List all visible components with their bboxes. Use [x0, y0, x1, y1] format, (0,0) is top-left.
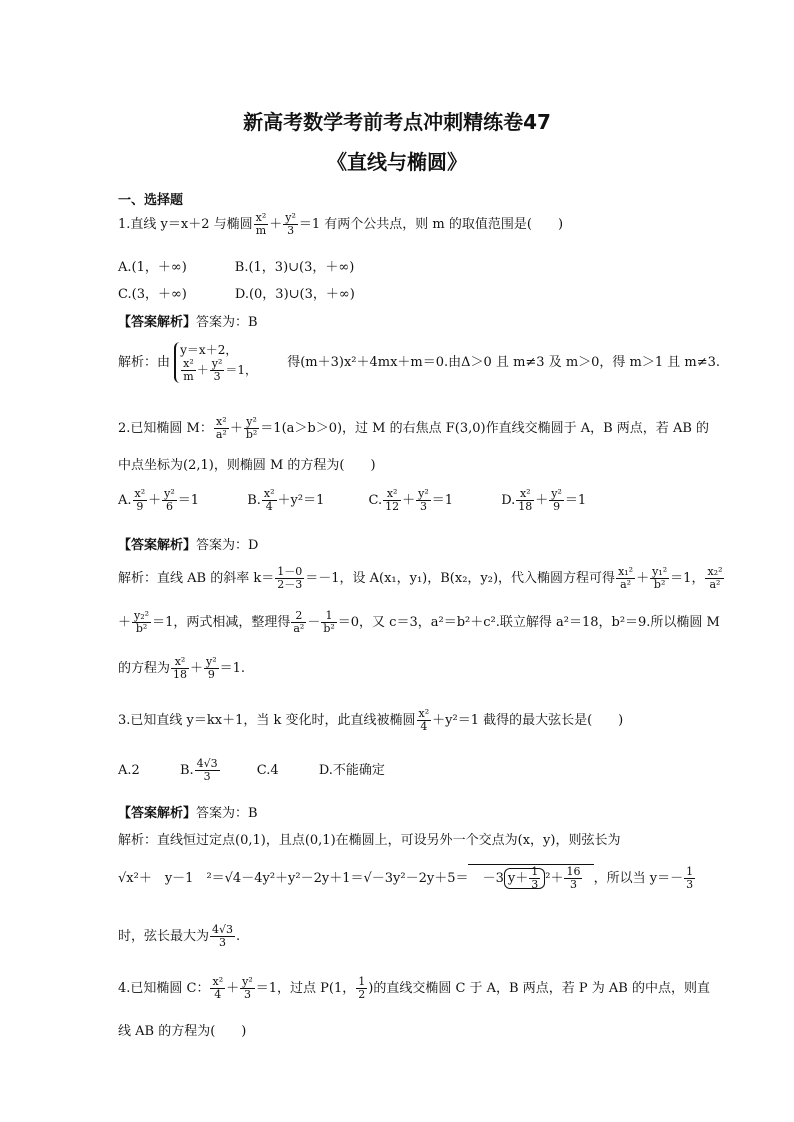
q2-options: [118, 488, 586, 513]
q3-solution-line1: 解析：直线恒过定点(0,1)，且点(0,1)在椭圆上，可设另外一个交点为(x，y)，则弦长为: [118, 833, 621, 848]
q3-options: [118, 758, 385, 783]
q1-option-b: B.(1，3)∪(3，＋∞): [234, 260, 355, 275]
q2-option-a: A. $\frac{\text{x²}}{9}$ ＋ $\frac{\text{y²}}{6}$ ＝1: [118, 487, 200, 514]
answer-label: 【答案解析】: [118, 538, 197, 553]
q1-sol-rest: 得(m＋3)x²＋4mx＋m＝0.由Δ＞0 且 m≠3 及 m＞0，得 m＞1 且 m≠3.: [287, 355, 721, 371]
q3-answer-text: 答案为：B: [196, 806, 258, 821]
q2-solution-line3: 的方程为 $\frac{\text{x²}}{18}$ ＋ $\frac{\text{y²}}{9}$ ＝1.: [118, 655, 246, 682]
q1-options-row2: [118, 287, 403, 303]
q3-option-c: C.4: [256, 763, 279, 779]
answer-label: 【答案解析】: [118, 315, 197, 330]
q2-answer: [118, 538, 258, 554]
section-heading: 一、选择题: [118, 193, 184, 208]
page-subtitle: 《直线与椭圆》: [327, 150, 467, 174]
q2-solution-line1: 解析：直线 AB 的斜率 k＝ $\frac{1-0}{2-3}$ ＝－1，设 A(x₁，y₁)，B(x₂，y₂)，代入椭圆方程可得 $\frac{\text{x₁²}}{\text{a²}}$ ＋ $\frac{\text{y₁²}}{\text{b²}}$ ＝1， $\frac{\text{x₂²}}{\text{a²}}$: [118, 565, 723, 592]
q1-plus: ＋: [269, 217, 283, 233]
q1-stem-text-b: ＝1 有两个公共点，则 m 的取值范围是( ): [298, 217, 564, 233]
answer-label: 【答案解析】: [118, 806, 197, 821]
q3-option-a: A.2: [118, 763, 140, 779]
q1-options-row1: [118, 260, 402, 276]
q3-option-b: B. $\frac{4√3}{3}$: [179, 757, 218, 784]
q2-option-d: D. $\frac{\text{x²}}{18}$ ＋ $\frac{\text{y²}}{9}$ ＝1: [501, 487, 587, 514]
q2-stem-line1: 2.已知椭圆 M： $\frac{\text{x²}}{\text{a²}}$ ＋ $\frac{\text{y²}}{\text{b²}}$ ＝1(a＞b＞0)，过 M 的右焦点 F(3,0)作直线交椭圆于 A，B 两点，若 AB 的: [118, 415, 710, 442]
q1-sys-eq1: y＝x＋2，: [180, 343, 238, 357]
q2-stem-text-a: 2.已知椭圆 M：: [118, 421, 213, 437]
q3-solution-line2: √x²＋ y－1 ²＝√4－4y²＋y²－2y＋1＝√－3y²－2y＋5＝ －3 y＋ $\frac{1}{3}$ ²＋ $\frac{16}{3}$ ，所以当 y＝－ $\frac{1}{3}$: [118, 865, 694, 892]
q3-solution-line3: 时，弦长最大为 $\frac{4√3}{3}$ .: [118, 923, 241, 950]
q2-solution-line2: ＋ $\frac{\text{y₂²}}{\text{b²}}$ ＝1，两式相减，整理得 $\frac{2}{\text{a²}}$ － $\frac{1}{\text{b²}}$ ＝0，又 c＝3，a²＝b²＋c².联立解得 a²＝18，b²＝9.所以椭圆 M: [118, 609, 720, 636]
q2-answer-text: 答案为：D: [196, 538, 259, 553]
q1-frac-y: $\frac{\text{y²}}{3}$: [285, 211, 296, 238]
q1-frac-x: $\frac{\text{x²}}{m}$: [255, 211, 267, 238]
q4-stem-line1: 4.已知椭圆 C： $\frac{\text{x²}}{4}$ ＋ $\frac{\text{y²}}{3}$ ＝1，过点 P(1， $\frac{1}{2}$ )的直线交椭圆 C 于 A，B 两点，若 P 为 AB 的中点，则直: [118, 975, 710, 1002]
q3-option-d: D.不能确定: [318, 763, 385, 779]
q1-answer-text: 答案为：B: [196, 315, 258, 330]
q1-equation-system: [174, 342, 257, 383]
q1-option-d: D.(0，3)∪(3，＋∞): [234, 287, 355, 302]
q4-stem-line2: 线 AB 的方程为( ): [118, 1024, 247, 1039]
q1-answer: [118, 315, 258, 331]
q3-answer: [118, 806, 258, 822]
q2-stem-text-b: ＝1(a＞b＞0)，过 M 的右焦点 F(3,0)作直线交椭圆于 A，B 两点，若 AB 的: [260, 421, 710, 437]
q2-option-b: B. $\frac{\text{x²}}{4}$ ＋y²＝1: [247, 487, 325, 514]
q1-solution: [118, 342, 720, 383]
q1-option-a: A.(1，＋∞): [118, 260, 187, 275]
q1-stem-text-a: 1.直线 y＝x＋2 与椭圆: [118, 217, 253, 233]
q2-option-c: C. $\frac{\text{x²}}{12}$ ＋ $\frac{\text{y²}}{3}$ ＝1: [368, 487, 454, 514]
q2-stem-line2: 中点坐标为(2,1)，则椭圆 M 的方程为( ): [118, 458, 376, 473]
q1-sys-eq2: $\frac{\text{x²}}{m}$ ＋ $\frac{\text{y²}}{3}$ ＝1，: [183, 357, 258, 384]
q1-stem: [118, 212, 563, 237]
q1-option-c: C.(3，＋∞): [118, 287, 187, 302]
page-title: 新高考数学考前考点冲刺精练卷47: [243, 110, 551, 134]
q3-stem: 3.已知直线 y＝kx＋1，当 k 变化时，此直线被椭圆 $\frac{\text{x²}}{4}$ ＋y²＝1 截得的最大弦长是( ): [118, 707, 624, 734]
q1-sol-prefix: 解析：由: [118, 355, 171, 371]
